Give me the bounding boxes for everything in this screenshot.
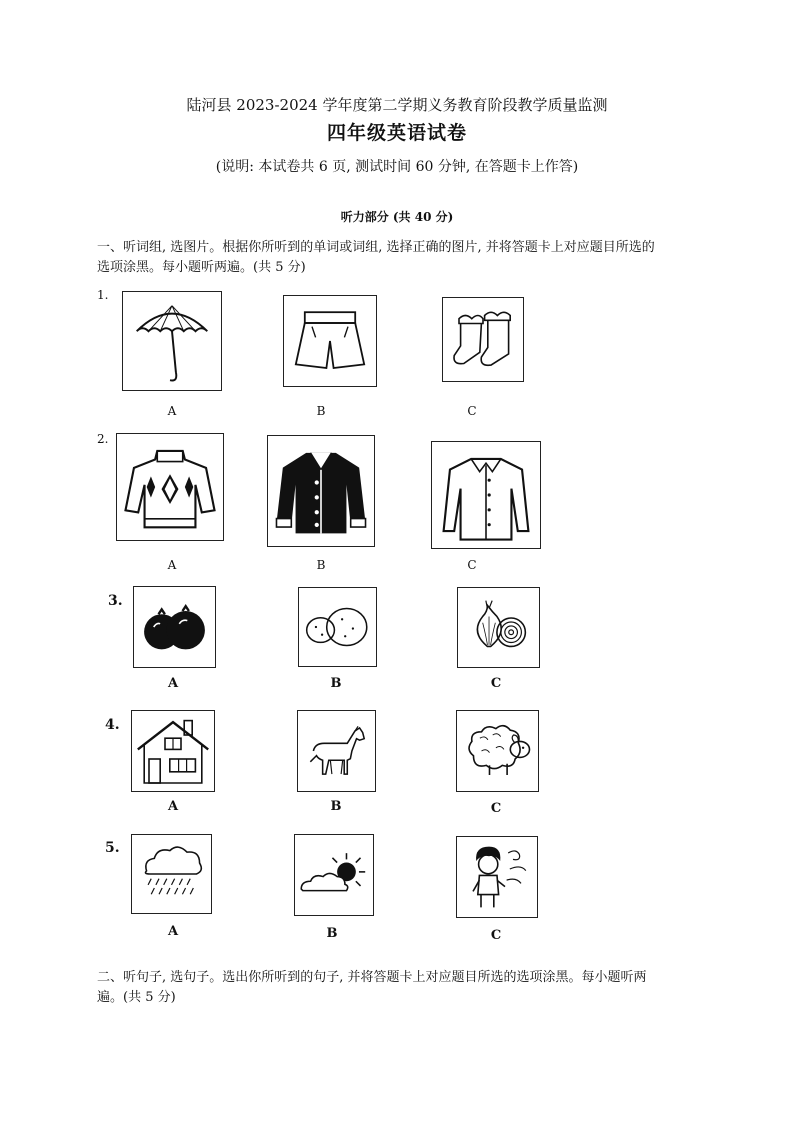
umbrella-icon [123, 292, 221, 390]
option-picture-4a[interactable] [131, 710, 215, 792]
onion-icon [458, 588, 539, 667]
option-label: C [467, 558, 477, 572]
option-label: A [167, 558, 177, 572]
sweater-icon [117, 434, 223, 540]
option-picture-3c[interactable] [457, 587, 540, 668]
rain-cloud-icon [132, 835, 211, 913]
exam-note: (说明: 本试卷共 6 页, 测试时间 60 分钟, 在答题卡上作答) [215, 159, 579, 175]
sun-cloud-icon [295, 835, 373, 915]
windy-person-icon [457, 837, 537, 917]
option-label: A [167, 799, 179, 814]
option-picture-1c[interactable] [442, 297, 524, 382]
part2-line2: 遍。(共 5 分) [97, 990, 176, 1005]
option-picture-2a[interactable] [116, 433, 224, 541]
part1-line2: 选项涂黑。每小题听两遍。(共 5 分) [97, 260, 306, 275]
part1-line1: 一、听词组, 选图片。根据你所听到的单词或词组, 选择正确的图片, 并将答题卡上对应题目所选的 [97, 240, 655, 255]
option-picture-5b[interactable] [294, 834, 374, 916]
part2-instructions [97, 968, 697, 1008]
part2-line1: 二、听句子, 选句子。选出你所听到的句子, 并将答题卡上对应题目所选的选项涂黑。每小题听两 [97, 970, 647, 985]
shirt-icon [432, 442, 540, 548]
option-label: B [316, 404, 326, 418]
question-number: 2. [97, 432, 109, 446]
option-picture-5a[interactable] [131, 834, 212, 914]
exam-title: 四年级英语试卷 [326, 122, 467, 144]
option-label: A [167, 924, 179, 939]
option-picture-2c[interactable] [431, 441, 541, 549]
option-label: C [490, 928, 502, 943]
section-title: 听力部分 (共 40 分) [340, 210, 454, 224]
exam-header-line: 陆河县 2023-2024 学年度第二学期义务教育阶段教学质量监测 [186, 96, 608, 114]
part1-instructions [97, 238, 697, 278]
option-picture-3b[interactable] [298, 587, 377, 667]
option-picture-1b[interactable] [283, 295, 377, 387]
question-number: 5. [105, 840, 120, 856]
sheep-icon [457, 711, 538, 791]
option-label: C [490, 676, 502, 691]
socks-icon [443, 298, 523, 381]
coat-icon [268, 436, 374, 546]
question-number: 4. [105, 717, 120, 733]
option-picture-4b[interactable] [297, 710, 376, 792]
shorts-icon [284, 296, 376, 386]
potatoes-icon [299, 588, 376, 666]
option-picture-4c[interactable] [456, 710, 539, 792]
option-label: B [330, 799, 342, 814]
option-label: B [316, 558, 326, 572]
horse-icon [298, 711, 375, 791]
option-label: B [330, 676, 342, 691]
question-number: 1. [97, 288, 109, 302]
option-picture-2b[interactable] [267, 435, 375, 547]
house-icon [132, 711, 214, 791]
option-picture-1a[interactable] [122, 291, 222, 391]
option-label: C [490, 801, 502, 816]
option-label: B [326, 926, 338, 941]
option-label: C [467, 404, 477, 418]
option-picture-3a[interactable] [133, 586, 216, 668]
option-label: A [167, 404, 177, 418]
question-number: 3. [108, 593, 123, 609]
option-label: A [167, 676, 179, 691]
option-picture-5c[interactable] [456, 836, 538, 918]
tomatoes-icon [134, 587, 215, 667]
